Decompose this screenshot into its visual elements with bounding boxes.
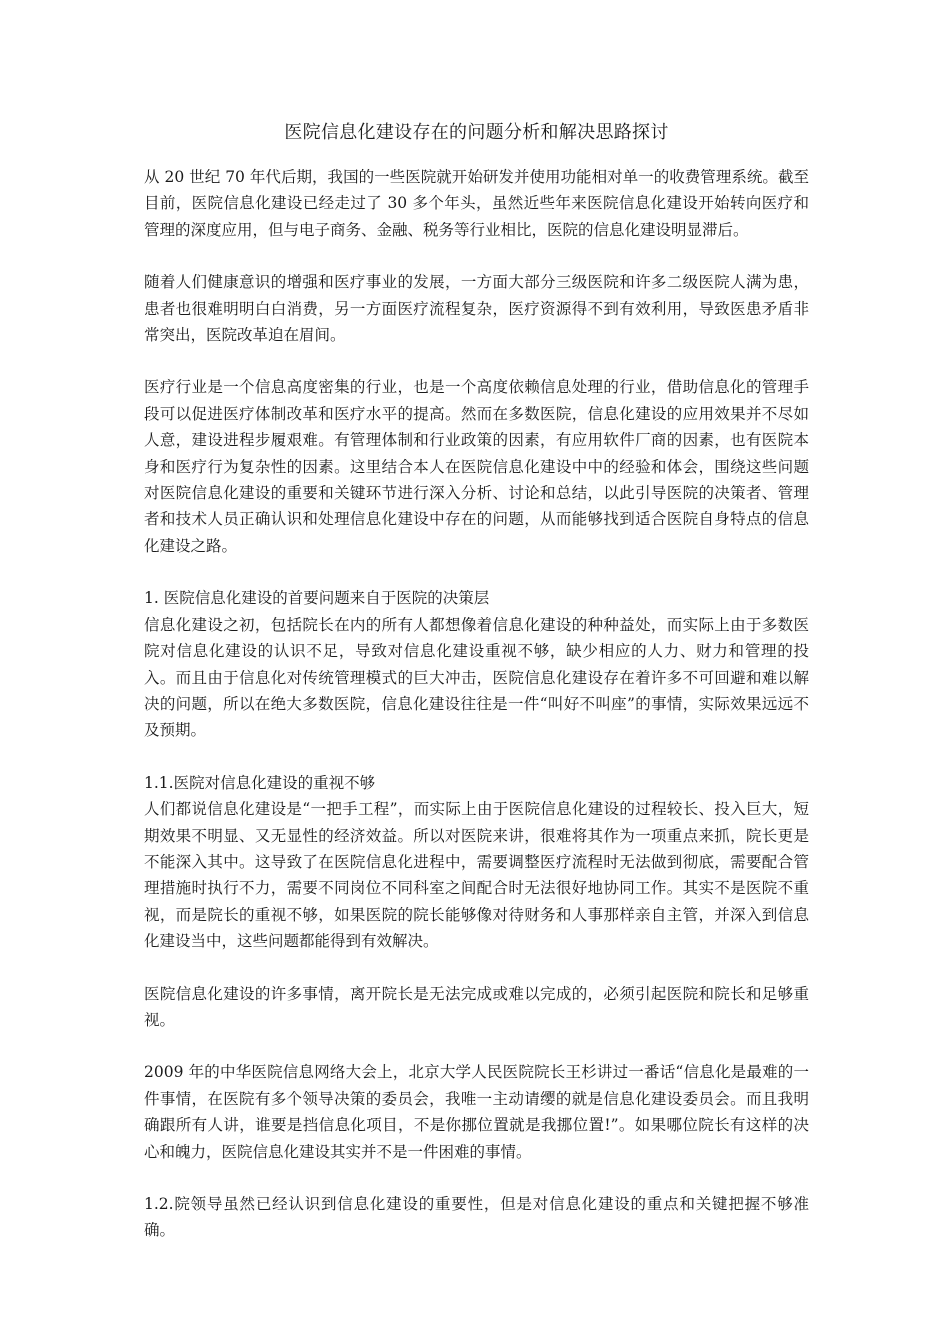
paragraph-gap <box>144 955 809 981</box>
paragraph-section-1-1: 人们都说信息化建设是“一把手工程”，而实际上由于医院信息化建设的过程较长、投入巨大，短期效果不明显、又无显性的经济效益。所以对医院来讲，很难将其作为一项重点来抓，院长更是不能深入其中。这导致了在医院信息化进程中，需要调整医疗流程时无法做到彻底，需要配合管理措施时执行不力，需要不同岗位不同科室之间配合时无法很好地协同工作。其实不是医院不重视，而是院长的重视不够，如果医院的院长能够像对待财务和人事那样亲自主管，并深入到信息化建设当中，这些问题都能得到有效解决。 <box>144 800 809 951</box>
paragraph-gap <box>144 348 809 374</box>
paragraph-gap <box>144 559 809 585</box>
paragraph-gap <box>144 1033 809 1059</box>
paragraph-gap <box>144 243 809 269</box>
paragraph-health-awareness: 随着人们健康意识的增强和医疗事业的发展，一方面大部分三级医院和许多二级医院人满为患，患者也很难明明白白消费，另一方面医疗流程复杂，医疗资源得不到有效利用，导致医患矛盾非常突出，医院改革迫在眉间。 <box>144 273 809 345</box>
section-heading-1-2: 1.2.院领导虽然已经认识到信息化建设的重要性，但是对信息化建设的重点和关键把握不够准确。 <box>144 1195 809 1240</box>
section-heading-1: 1. 医院信息化建设的首要问题来自于医院的决策层 <box>144 589 490 608</box>
paragraph-gap <box>144 744 809 770</box>
paragraph-gap <box>144 1165 809 1191</box>
paragraph-quote-2009: 2009 年的中华医院信息网络大会上，北京大学人民医院院长王杉讲过一番话“信息化是最难的一件事情，在医院有多个领导决策的委员会，我唯一主动请缨的就是信息化建设委员会。而且我明确跟所有人讲，谁要是挡信息化项目，不是你挪位置就是我挪位置!”。如果哪位院长有这样的决心和魄力，医院信息化建设其实并不是一件困难的事情。 <box>144 1063 809 1161</box>
paragraph-section-1: 信息化建设之初，包括院长在内的所有人都想像着信息化建设的种种益处，而实际上由于多数医院对信息化建设的认识不足，导致对信息化建设重视不够，缺少相应的人力、财力和管理的投入。而且由于信息化对传统管理模式的巨大冲击，医院信息化建设存在着许多不可回避和难以解决的问题，所以在绝大多数医院，信息化建设往往是一件“叫好不叫座”的事情，实际效果远远不及预期。 <box>144 615 809 740</box>
section-heading-1-1: 1.1.医院对信息化建设的重视不够 <box>144 773 376 792</box>
document-title: 医院信息化建设存在的问题分析和解决思路探讨 <box>284 122 669 143</box>
document-body <box>144 118 809 1244</box>
paragraph-industry: 医疗行业是一个信息高度密集的行业，也是一个高度依赖信息处理的行业，借助信息化的管理手段可以促进医疗体制改革和医疗水平的提高。然而在多数医院，信息化建设的应用效果并不尽如人意，建设进程步履艰难。有管理体制和行业政策的因素，有应用软件厂商的因素，也有医院本身和医疗行为复杂性的因素。这里结合本人在医院信息化建设中中的经验和体会，围绕这些问题对医院信息化建设的重要和关键环节进行深入分析、讨论和总结，以此引导医院的决策者、管理者和技术人员正确认识和处理信息化建设中存在的问题，从而能够找到适合医院自身特点的信息化建设之路。 <box>144 378 809 555</box>
paragraph-president-role: 医院信息化建设的许多事情，离开院长是无法完成或难以完成的，必须引起医院和院长和足够重视。 <box>144 984 809 1029</box>
paragraph-intro: 从 20 世纪 70 年代后期，我国的一些医院就开始研发并使用功能相对单一的收费管理系统。截至目前，医院信息化建设已经走过了 30 多个年头，虽然近些年来医院信息化建设开始转向医疗和管理的深度应用，但与电子商务、金融、税务等行业相比，医院的信息化建设明显滞后。 <box>144 168 809 239</box>
